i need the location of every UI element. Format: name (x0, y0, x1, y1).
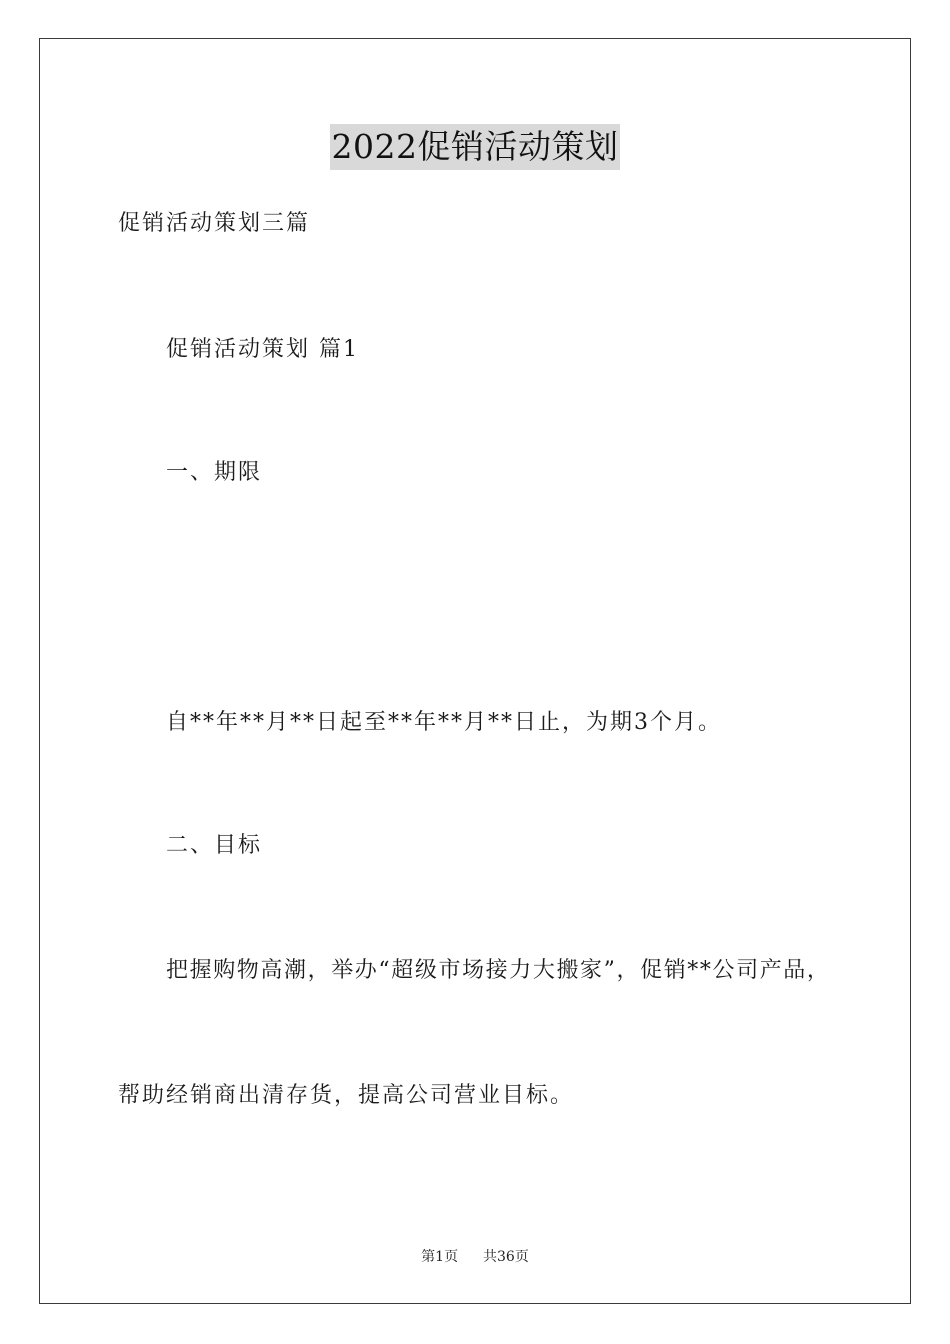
heading-period: 一、期限 (166, 460, 263, 485)
section-heading: 促销活动策划 篇1 (166, 337, 359, 362)
heading-goal: 二、目标 (166, 833, 263, 858)
page-number-total: 共36页 (483, 1249, 529, 1265)
paragraph-goal-line-2: 帮助经销商出清存货，提高公司营业目标。 (118, 1083, 575, 1108)
paragraph-goal-line-1: 把握购物高潮，举办“超级市场接力大搬家”，促销**公司产品， (166, 958, 831, 983)
page-footer (0, 1247, 950, 1267)
document-title: 2022促销活动策划 (330, 124, 621, 170)
title-container (0, 124, 950, 170)
document-subtitle: 促销活动策划三篇 (118, 211, 311, 236)
paragraph-period: 自**年**月**日起至**年**月**日止，为期3个月。 (166, 710, 722, 735)
page-number-current: 第1页 (421, 1249, 459, 1265)
